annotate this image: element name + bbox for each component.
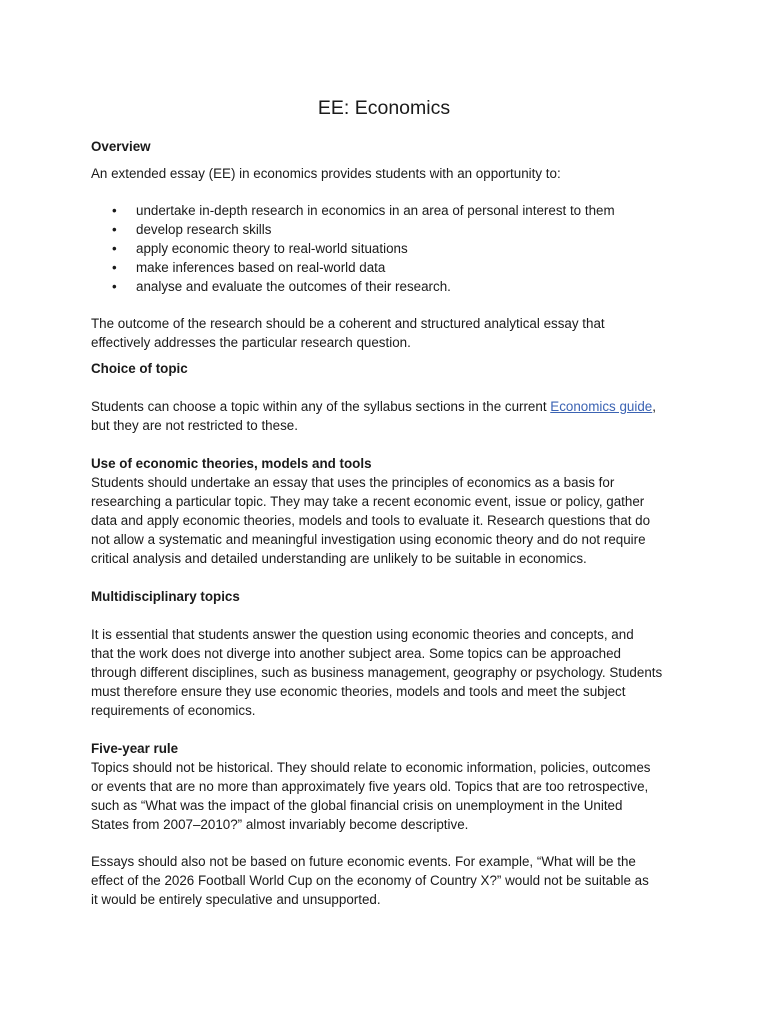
theories-line: data and apply economic theories, models and tools to evaluate it. Research questions that do [91, 513, 651, 528]
multi-line: that the work does not diverge into another subject area. Some topics can be approached [91, 646, 622, 661]
overview-intro: An extended essay (EE) in economics provides students with an opportunity to: [91, 166, 561, 181]
multi-line: requirements of economics. [91, 703, 256, 718]
list-item: • undertake in-depth research in economics in an area of personal interest to them [91, 201, 615, 220]
choice-punct: , [652, 399, 656, 414]
theories-line: not allow a systematic and meaningful investigation using economic theory and do not require [91, 532, 646, 547]
list-item: • make inferences based on real-world data [91, 258, 615, 277]
outcome-line: The outcome of the research should be a coherent and structured analytical essay that [91, 316, 605, 331]
outcome-line: effectively addresses the particular research question. [91, 335, 411, 350]
five-year-line: such as “What was the impact of the global financial crisis on unemployment in the United [91, 798, 623, 813]
overview-bullet-list [91, 201, 615, 296]
five-year-line: States from 2007–2010?” almost invariably become descriptive. [91, 817, 469, 832]
choice-heading: Choice of topic [91, 361, 188, 376]
overview-heading: Overview [91, 139, 151, 154]
list-item: • apply economic theory to real-world situations [91, 239, 615, 258]
multi-line: through different disciplines, such as business management, geography or psychology. Students [91, 665, 663, 680]
choice-line [91, 397, 656, 416]
multi-line: It is essential that students answer the question using economic theories and concepts, and [91, 627, 634, 642]
list-item: • analyse and evaluate the outcomes of their research. [91, 277, 615, 296]
theories-line: Students should undertake an essay that uses the principles of economics as a basis for [91, 475, 615, 490]
economics-guide-link[interactable]: Economics guide [550, 399, 653, 414]
five-year-line: or events that are no more than approximately five years old. Topics that are too retrospective, [91, 779, 649, 794]
five-year-line: Topics should not be historical. They should relate to economic information, policies, outcomes [91, 760, 651, 775]
theories-heading: Use of economic theories, models and tools [91, 456, 372, 471]
theories-line: researching a particular topic. They may take a recent economic event, issue or policy, gather [91, 494, 645, 509]
choice-line: but they are not restricted to these. [91, 418, 298, 433]
five-year-heading: Five-year rule [91, 741, 179, 756]
future-line: effect of the 2026 Football World Cup on the economy of Country X?” would not be suitable as [91, 873, 649, 888]
list-item: • develop research skills [91, 220, 615, 239]
multi-line: must therefore ensure they use economic theories, models and tools and meet the subject [91, 684, 626, 699]
future-line: it would be entirely speculative and unsupported. [91, 892, 381, 907]
future-line: Essays should also not be based on future economic events. For example, “What will be the [91, 854, 636, 869]
theories-line: critical analysis and detailed understanding are unlikely to be suitable in economics. [91, 551, 587, 566]
choice-text: Students can choose a topic within any of the syllabus sections in the current [91, 399, 551, 414]
multi-heading: Multidisciplinary topics [91, 589, 240, 604]
page-title: EE: Economics [317, 97, 451, 119]
